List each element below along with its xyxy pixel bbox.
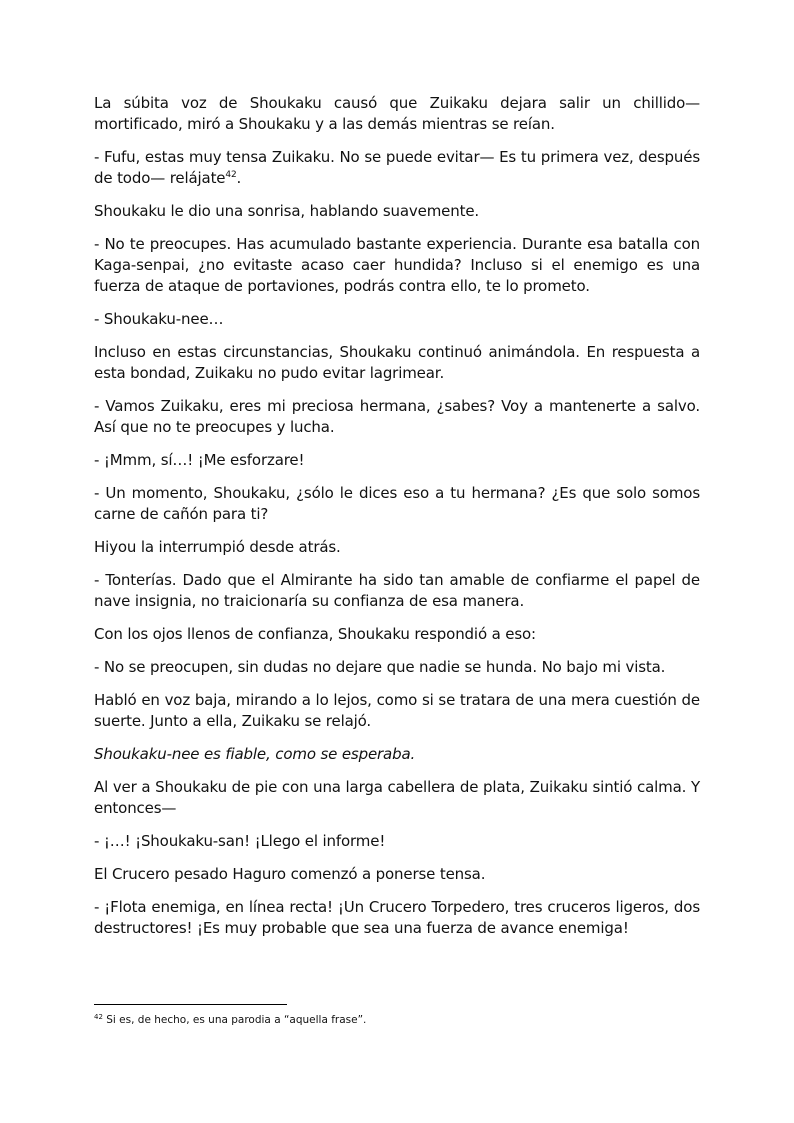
paragraph: - Un momento, Shoukaku, ¿sólo le dices eso a tu hermana? ¿Es que solo somos carne de cañón para ti? <box>94 484 700 523</box>
paragraph: Al ver a Shoukaku de pie con una larga cabellera de plata, Zuikaku sintió calma. Y entonces— <box>94 778 700 817</box>
paragraph: - ¡Flota enemiga, en línea recta! ¡Un Crucero Torpedero, tres cruceros ligeros, dos destructores! ¡Es muy probable que sea una fuerza de avance enemiga! <box>94 898 700 937</box>
footnote-divider <box>94 1004 287 1005</box>
paragraph: - ¡Mmm, sí…! ¡Me esforzare! <box>94 451 305 469</box>
paragraph: - Fufu, estas muy tensa Zuikaku. No se puede evitar— Es tu primera vez, después de todo— relájate$^{42}$. <box>94 148 700 187</box>
paragraph: Incluso en estas circunstancias, Shoukaku continuó animándola. En respuesta a esta bondad, Zuikaku no pudo evitar lagrimear. <box>94 343 700 382</box>
paragraph: - ¡…! ¡Shoukaku-san! ¡Llego el informe! <box>94 832 386 850</box>
paragraph: Shoukaku le dio una sonrisa, hablando suavemente. <box>94 202 480 220</box>
paragraph: - Vamos Zuikaku, eres mi preciosa hermana, ¿sabes? Voy a mantenerte a salvo. Así que no te preocupes y lucha. <box>94 397 700 436</box>
footnote <box>94 1013 700 1027</box>
paragraph: La súbita voz de Shoukaku causó que Zuikaku dejara salir un chillido— mortificado, miró a Shoukaku y a las demás mientras se reían. <box>94 94 700 133</box>
footnote-number: 42 <box>94 1013 103 1021</box>
italic-thought: Shoukaku-nee es fiable, como se esperaba. <box>94 745 416 763</box>
paragraph: Con los ojos llenos de confianza, Shoukaku respondió a eso: <box>94 625 536 643</box>
paragraph: Habló en voz baja, mirando a lo lejos, como si se tratara de una mera cuestión de suerte. Junto a ella, Zuikaku se relajó. <box>94 691 700 730</box>
paragraph-text: - Fufu, estas muy tensa Zuikaku. No se puede evitar— Es tu primera vez, después de todo— relájate <box>94 148 700 187</box>
paragraph: - No te preocupes. Has acumulado bastante experiencia. Durante esa batalla con Kaga-senpai, ¿no evitaste acaso caer hundida? Incluso si el enemigo es una fuerza de ataque de portaviones, podrás contra ello, te lo prometo. <box>94 235 700 295</box>
footnote-text: Si es, de hecho, es una parodia a “aquella frase”. <box>102 1014 367 1026</box>
paragraph: - No se preocupen, sin dudas no dejare que nadie se hunda. No bajo mi vista. <box>94 658 666 676</box>
paragraph: Hiyou la interrumpió desde atrás. <box>94 538 341 556</box>
body-text <box>94 93 700 951</box>
paragraph: El Crucero pesado Haguro comenzó a ponerse tensa. <box>94 865 486 883</box>
paragraph: - Shoukaku-nee… <box>94 310 224 328</box>
footnote-reference: 42 <box>225 170 237 180</box>
paragraph: - Tonterías. Dado que el Almirante ha sido tan amable de confiarme el papel de nave insignia, no traicionaría su confianza de esa manera. <box>94 571 700 610</box>
